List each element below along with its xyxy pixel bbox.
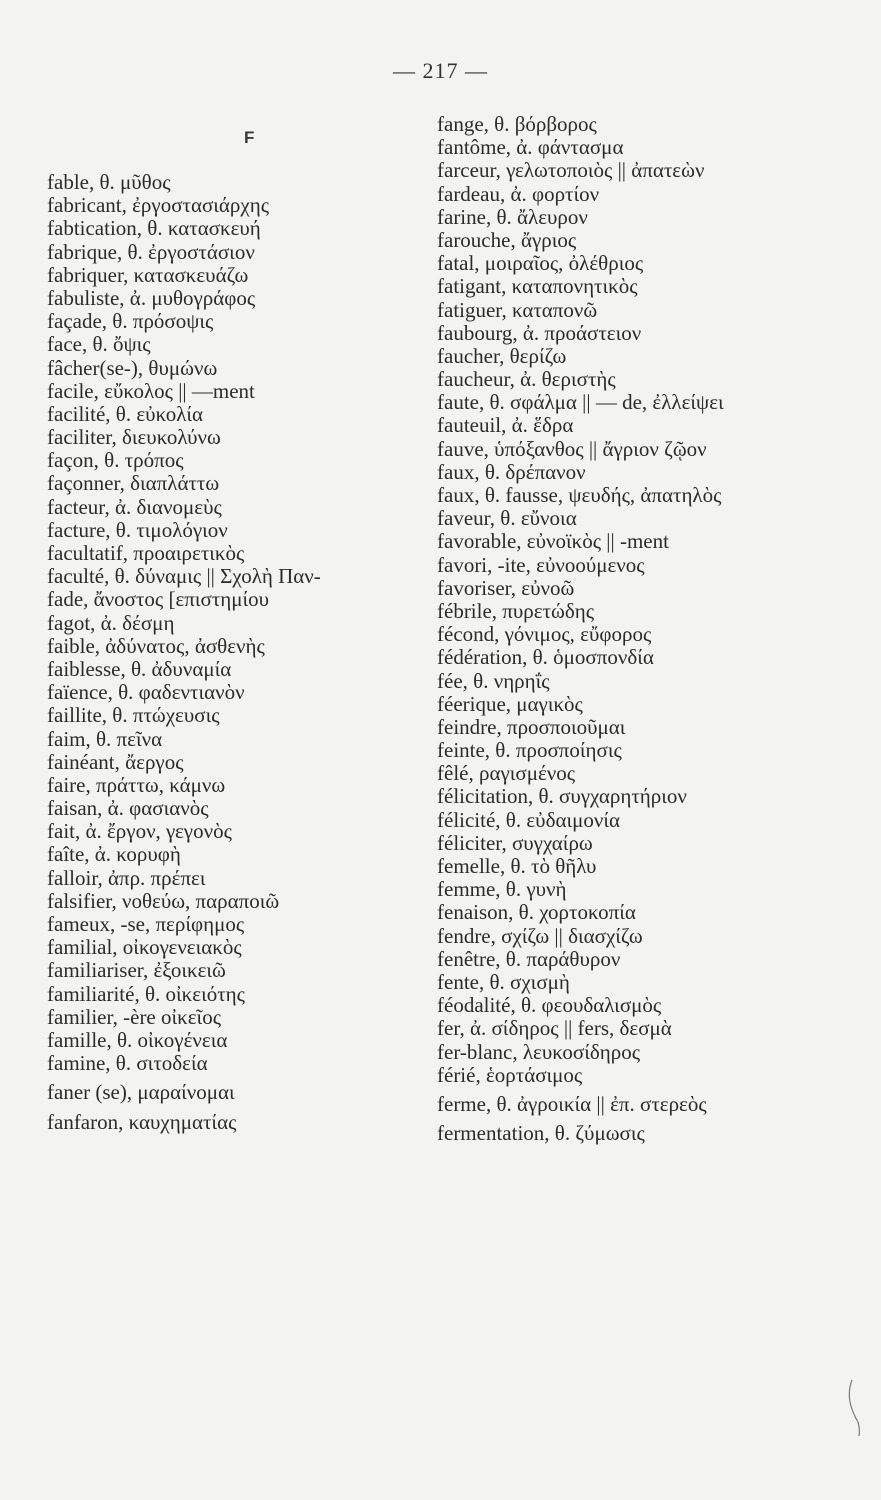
dictionary-entry: faux, θ. δρέπανον bbox=[437, 459, 586, 484]
dictionary-entry: fer-blanc, λευκοσίδηρος bbox=[437, 1039, 641, 1064]
dictionary-entry: fente, θ. σχισμὴ bbox=[437, 969, 570, 994]
dictionary-entry: falsifier, νοθεύω, παραποιῶ bbox=[47, 888, 280, 913]
dictionary-entry: faubourg, ἀ. προάστειον bbox=[437, 320, 642, 345]
dictionary-entry: faner (se), μαραίνομαι bbox=[47, 1080, 235, 1105]
dictionary-entry: félicitation, θ. συγχαρητήριον bbox=[437, 784, 687, 809]
dictionary-entry: facture, θ. τιμολόγιον bbox=[47, 517, 228, 542]
dictionary-entry: félicité, θ. εὐδαιμονία bbox=[437, 807, 621, 832]
dictionary-entry: fade, ἄνοστος [επιστημίου bbox=[47, 587, 270, 612]
dictionary-entry: falloir, ἀπρ. πρέπει bbox=[47, 865, 206, 890]
dictionary-entry: fagot, ἀ. δέσμη bbox=[47, 610, 175, 635]
dictionary-entry: façonner, διαπλάττω bbox=[47, 471, 220, 496]
dictionary-entry: faire, πράττω, κάμνω bbox=[47, 772, 226, 797]
dictionary-entry: façon, θ. τρόπος bbox=[47, 448, 184, 473]
dictionary-entry: fabtication, θ. κατασκευή bbox=[47, 216, 261, 241]
dictionary-entry: face, θ. ὄψις bbox=[47, 332, 151, 357]
dictionary-entry: fable, θ. μῦθος bbox=[47, 170, 171, 194]
dictionary-entry: fêlé, ραγισμένος bbox=[437, 761, 576, 786]
dictionary-entry: femelle, θ. τὸ θῆλυ bbox=[437, 854, 597, 878]
margin-pencil-mark bbox=[846, 1378, 862, 1438]
dictionary-entry: faîte, ἀ. κορυφὴ bbox=[47, 842, 181, 867]
left-column bbox=[47, 171, 427, 1134]
dictionary-entry: familier, -ère οἰκεῖος bbox=[47, 1004, 222, 1029]
dictionary-entry: farceur, γελωτοποιὸς || ἀπατεὼν bbox=[437, 158, 705, 183]
dictionary-entry: faisan, ἀ. φασιανὸς bbox=[47, 796, 209, 821]
dictionary-entry: férié, ἑορτάσιμος bbox=[437, 1062, 583, 1087]
right-column bbox=[437, 113, 857, 1145]
dictionary-entry: facilité, θ. εὐκολία bbox=[47, 401, 204, 426]
dictionary-entry: familiarité, θ. οἰκειότης bbox=[47, 981, 245, 1006]
dictionary-entry: fébrile, πυρετώδης bbox=[437, 598, 595, 623]
dictionary-entry: fatiguer, καταπονῶ bbox=[437, 297, 598, 322]
dictionary-entry: faible, ἀδύνατος, ἀσθενὴς bbox=[47, 633, 265, 658]
dictionary-entry: fardeau, ἀ. φορτίον bbox=[437, 181, 600, 206]
dictionary-entry: famine, θ. σιτοδεία bbox=[47, 1051, 208, 1076]
dictionary-entry: faute, θ. σφάλμα || — de, ἐλλείψει bbox=[437, 390, 724, 415]
dictionary-entry: faciliter, διευκολύνω bbox=[47, 425, 221, 450]
dictionary-entry: fauteuil, ἀ. ἕδρα bbox=[437, 413, 574, 438]
dictionary-entry: faveur, θ. εὔνοια bbox=[437, 506, 577, 531]
dictionary-entry: fécond, γόνιμος, εὔφορος bbox=[437, 622, 652, 647]
dictionary-entry: féliciter, συγχαίρω bbox=[437, 830, 593, 855]
dictionary-entry: facultatif, προαιρετικὸς bbox=[47, 541, 245, 565]
dictionary-entry: fabrique, θ. ἐργοστάσιον bbox=[47, 239, 255, 264]
dictionary-entry: fâcher(se-), θυμώνω bbox=[47, 355, 218, 380]
dictionary-entry: fenaison, θ. χορτοκοπία bbox=[437, 900, 636, 925]
dictionary-entry: fanfaron, καυχηματίας bbox=[47, 1109, 237, 1134]
dictionary-entry: feinte, θ. προσποίησις bbox=[437, 738, 622, 763]
dictionary-entry: faïence, θ. φαδεντιανὸν bbox=[47, 680, 245, 705]
dictionary-entry: farine, θ. ἄλευρον bbox=[437, 204, 588, 229]
dictionary-entry: familiariser, ἐξοικειῶ bbox=[47, 958, 226, 983]
dictionary-entry: feindre, προσποιοῦμαι bbox=[437, 714, 626, 739]
section-letter: F bbox=[244, 128, 255, 147]
dictionary-entry: féerique, μαγικὸς bbox=[437, 691, 583, 716]
dictionary-entry: fatal, μοιραῖος, ὀλέθριος bbox=[437, 251, 644, 276]
dictionary-entry: fabricant, ἐργοστασιάρχης bbox=[47, 193, 270, 218]
dictionary-entry: fameux, -se, περίφημος bbox=[47, 912, 245, 936]
dictionary-entry: faucheur, ἀ. θεριστὴς bbox=[437, 367, 616, 392]
dictionary-entry: fer, ἀ. σίδηρος || fers, δεσμὰ bbox=[437, 1016, 672, 1041]
dictionary-entry: faculté, θ. δύναμις || Σχολὴ Παν- bbox=[47, 564, 321, 589]
dictionary-entry: fantôme, ἀ. φάντασμα bbox=[437, 135, 624, 160]
dictionary-entry: féodalité, θ. φεουδαλισμὸς bbox=[437, 993, 662, 1018]
dictionary-entry: famille, θ. οἰκογένεια bbox=[47, 1027, 228, 1052]
dictionary-entry: fédération, θ. ὁμοσπονδία bbox=[437, 645, 654, 670]
dictionary-entry: familial, οἰκογενειακὸς bbox=[47, 935, 242, 960]
dictionary-entry: faucher, θερίζω bbox=[437, 343, 567, 368]
dictionary-entry: faux, θ. fausse, ψευδής, ἀπατηλὸς bbox=[437, 483, 722, 507]
dictionary-entry: fenêtre, θ. παράθυρον bbox=[437, 946, 621, 971]
dictionary-entry: fée, θ. νηρηΐς bbox=[437, 668, 550, 693]
dictionary-entry: fermentation, θ. ζύμωσις bbox=[437, 1121, 645, 1146]
dictionary-entry: favori, -ite, εὐνοούμενος bbox=[437, 552, 645, 577]
dictionary-entry: fauve, ὑπόξανθος || ἄγριον ζῷον bbox=[437, 436, 707, 461]
dictionary-entry: fabuliste, ἀ. μυθογράφος bbox=[47, 285, 256, 310]
dictionary-entry: fendre, σχίζω || διασχίζω bbox=[437, 923, 643, 948]
dictionary-entry: favoriser, εὐνοῶ bbox=[437, 575, 575, 600]
dictionary-entry: fabriquer, κατασκευάζω bbox=[47, 262, 249, 287]
dictionary-entry: ferme, θ. ἀγροικία || ἐπ. στερεὸς bbox=[437, 1091, 707, 1116]
dictionary-entry: fait, ἀ. ἔργον, γεγονὸς bbox=[47, 819, 232, 844]
dictionary-entry: favorable, εὐνοϊκὸς || -ment bbox=[437, 529, 669, 554]
dictionary-entry: faim, θ. πεῖνα bbox=[47, 726, 163, 751]
page-number: — 217 — bbox=[393, 58, 488, 83]
dictionary-entry: fange, θ. βόρβορος bbox=[437, 112, 597, 136]
dictionary-entry: farouche, ἄγριος bbox=[437, 227, 577, 252]
dictionary-entry: faiblesse, θ. ἀδυναμία bbox=[47, 656, 232, 681]
dictionary-entry: faillite, θ. πτώχευσις bbox=[47, 703, 220, 728]
dictionary-entry: facile, εὔκολος || —ment bbox=[47, 378, 255, 403]
dictionary-entry: femme, θ. γυνὴ bbox=[437, 877, 567, 902]
dictionary-entry: façade, θ. πρόσοψις bbox=[47, 309, 214, 334]
dictionary-entry: facteur, ἀ. διανομεὺς bbox=[47, 494, 222, 519]
dictionary-entry: fatigant, καταπονητικὸς bbox=[437, 274, 638, 299]
dictionary-entry: fainéant, ἄεργος bbox=[47, 749, 184, 774]
